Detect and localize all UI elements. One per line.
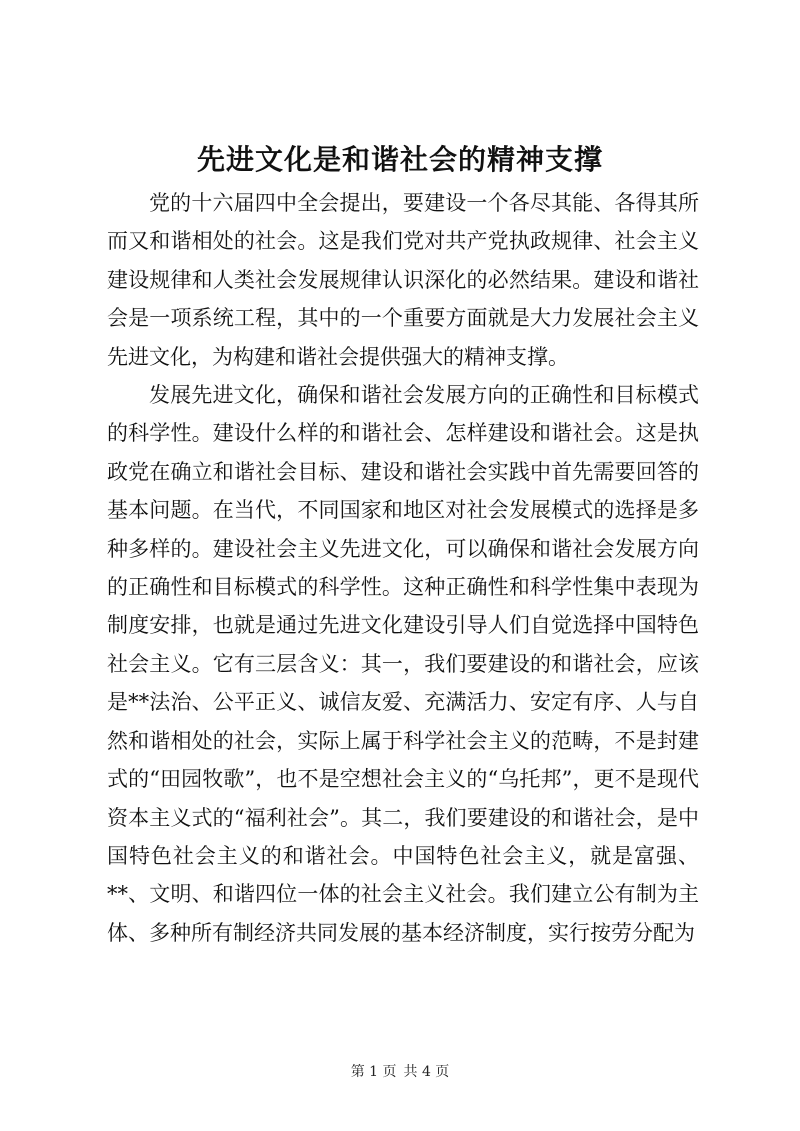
page-number: 第 1 页 xyxy=(350,1064,397,1080)
document-body xyxy=(107,184,699,952)
page-footer xyxy=(0,1062,800,1082)
paragraph-1: 党的十六届四中全会提出，要建设一个各尽其能、各得其所而又和谐相处的社会。这是我们党对共产党执政规律、社会主义建设规律和人类社会发展规律认识深化的必然结果。建设和谐社会是一项系统工程，其中的一个重要方面就是大力发展社会主义先进文化，为构建和谐社会提供强大的精神支撑。 xyxy=(107,191,699,369)
paragraph-2: 发展先进文化，确保和谐社会发展方向的正确性和目标模式的科学性。建设什么样的和谐社会、怎样建设和谐社会。这是执政党在确立和谐社会目标、建设和谐社会实践中首先需要回答的基本问题。在当代，不同国家和地区对社会发展模式的选择是多种多样的。建设社会主义先进文化，可以确保和谐社会发展方向的正确性和目标模式的科学性。这种正确性和科学性集中表现为制度安排，也就是通过先进文化建设引导人们自觉选择中国特色社会主义。它有三层含义：其一，我们要建设的和谐社会，应该是**法治、公平正义、诚信友爱、充满活力、安定有序、人与自然和谐相处的社会，实际上属于科学社会主义的范畴，不是封建式的“田园牧歌”，也不是空想社会主义的“乌托邦”，更不是现代资本主义式的“福利社会”。其二，我们要建设的和谐社会，是中国特色社会主义的和谐社会。中国特色社会主义，就是富强、**、文明、和谐四位一体的社会主义社会。我们建立公有制为主体、多种所有制经济共同发展的基本经济制度，实行按劳分配为 xyxy=(107,383,699,945)
document-title: 先进文化是和谐社会的精神支撑 xyxy=(196,143,603,176)
page-total: 共 4 页 xyxy=(403,1064,450,1080)
